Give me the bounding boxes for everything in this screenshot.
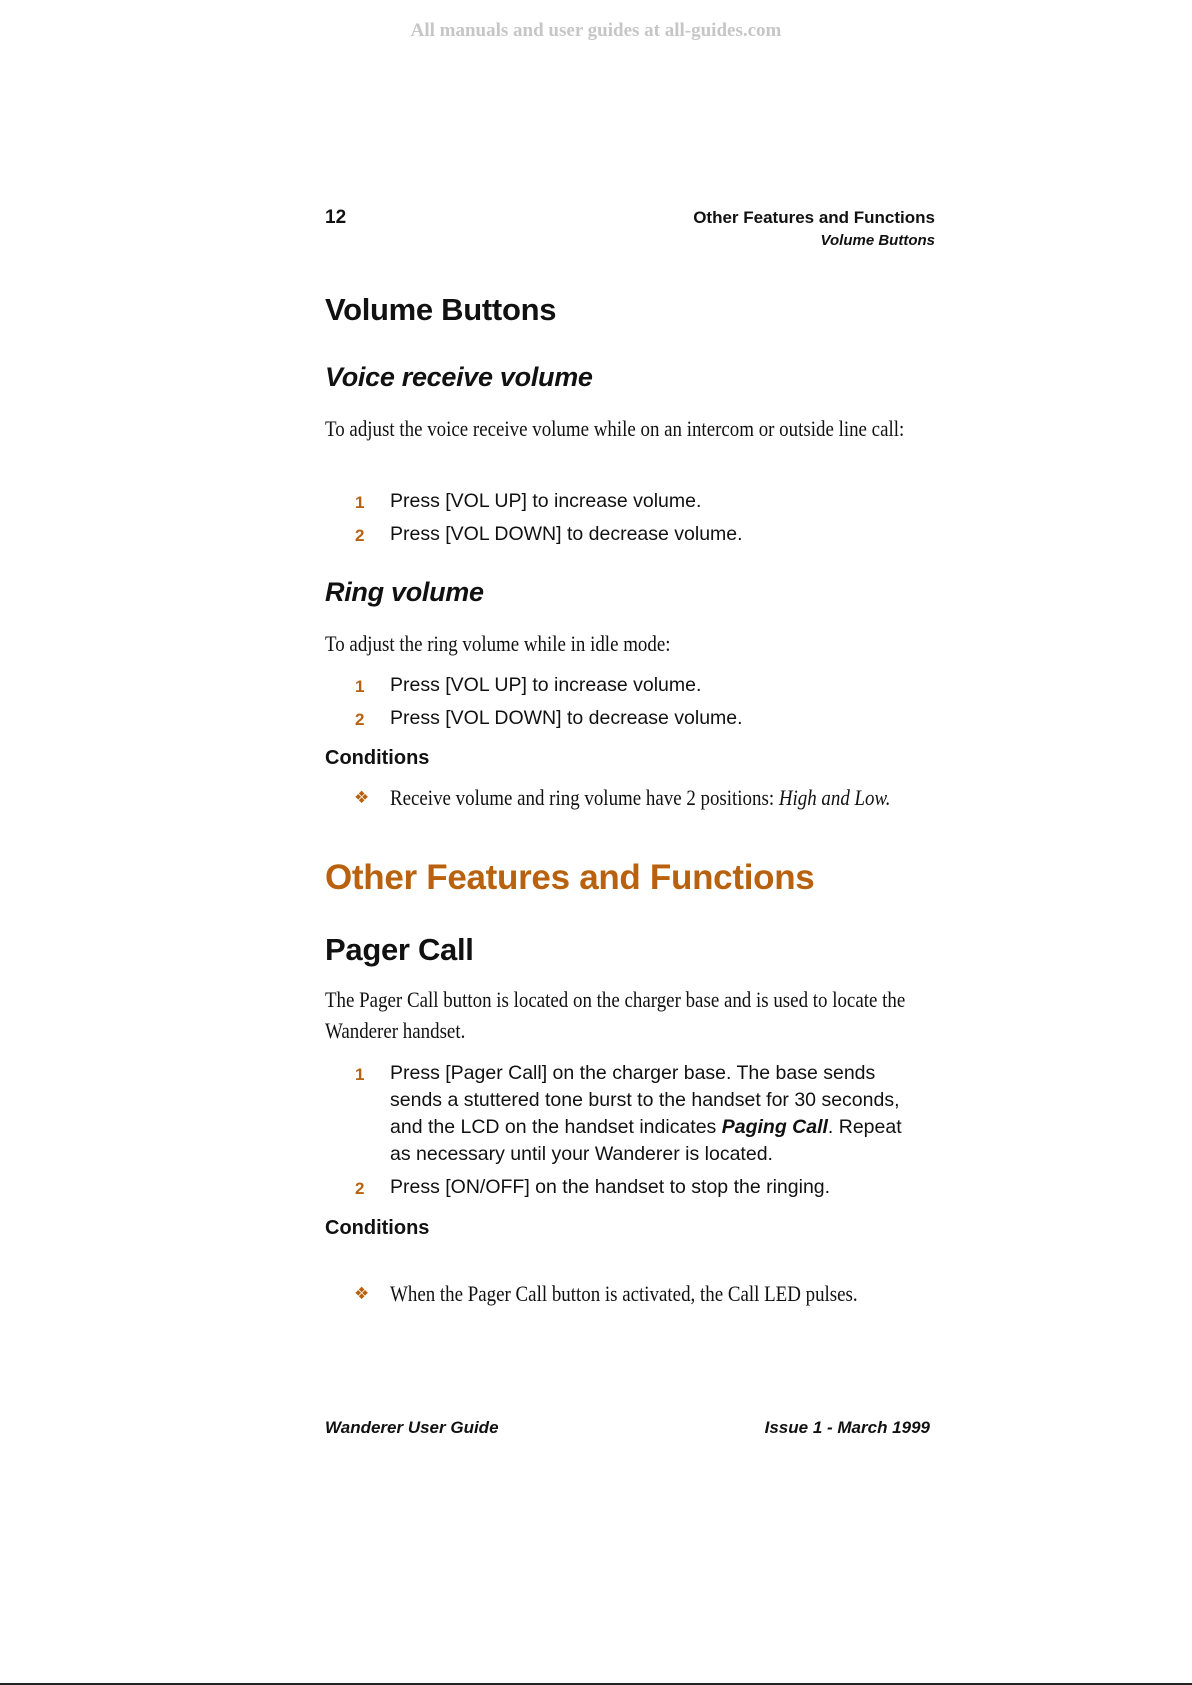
pager-call-heading: Pager Call <box>325 932 474 967</box>
ring-volume-heading: Ring volume <box>325 577 484 607</box>
step-text: Press [VOL UP] to increase volume. <box>390 490 702 512</box>
footer-right: Issue 1 - March 1999 <box>764 1418 930 1437</box>
list-item <box>325 1174 935 1201</box>
voice-intro <box>325 413 935 444</box>
bullet-text: Receive volume and ring volume have 2 positions: High and Low. <box>390 785 891 810</box>
step-text: Press [Pager Call] on the charger base. The base sends sends a stuttered tone burst to the handset for 30 seconds, and the LCD on the handset indicates Paging Call. Repeat as necessary until your Wanderer is located. <box>390 1062 902 1165</box>
list-item <box>325 672 935 699</box>
step-number: 2 <box>355 710 365 729</box>
running-header <box>693 208 935 249</box>
step-text: Press [ON/OFF] on the handset to stop the ringing. <box>390 1176 831 1198</box>
voice-intro-text: To adjust the voice receive volume while on an intercom or outside line call: <box>325 416 905 441</box>
conditions-bullet <box>325 785 1000 811</box>
pager-intro-text: The Pager Call button is located on the charger base and is used to locate the Wanderer handset. <box>325 987 906 1043</box>
footer-left: Wanderer User Guide <box>325 1418 499 1437</box>
pager-conditions-bullet <box>325 1281 1000 1307</box>
pager-conditions-heading: Conditions <box>325 1217 430 1239</box>
list-item <box>325 1060 935 1168</box>
manual-page <box>325 0 935 1437</box>
other-features-heading: Other Features and Functions <box>325 858 815 897</box>
list-item <box>325 705 935 732</box>
pager-steps <box>325 1060 935 1207</box>
list-item <box>325 488 935 515</box>
step-number: 2 <box>355 1179 365 1198</box>
step-number: 1 <box>355 493 365 512</box>
watermark: All manuals and user guides at all-guides.com <box>410 20 782 41</box>
list-item <box>325 521 935 548</box>
header-section: Other Features and Functions <box>693 208 935 227</box>
volume-buttons-heading: Volume Buttons <box>325 292 557 327</box>
bullet-text: When the Pager Call button is activated, the Call LED pulses. <box>390 1281 858 1306</box>
ring-steps <box>325 672 935 738</box>
ring-intro <box>325 628 935 659</box>
voice-steps <box>325 488 935 554</box>
step-number: 2 <box>355 526 365 545</box>
step-text: Press [VOL UP] to increase volume. <box>390 674 702 696</box>
pager-intro <box>325 984 935 1046</box>
page-number: 12 <box>325 207 347 228</box>
conditions-heading: Conditions <box>325 747 430 769</box>
diamond-bullet-icon: ❖ <box>354 788 370 807</box>
ring-intro-text: To adjust the ring volume while in idle mode: <box>325 631 671 656</box>
page-footer <box>325 1418 935 1438</box>
step-text: Press [VOL DOWN] to decrease volume. <box>390 523 743 545</box>
diamond-bullet-icon: ❖ <box>354 1284 370 1303</box>
header-subsection: Volume Buttons <box>820 232 935 249</box>
step-text: Press [VOL DOWN] to decrease volume. <box>390 707 743 729</box>
step-number: 1 <box>355 1065 365 1084</box>
voice-receive-heading: Voice receive volume <box>325 362 593 392</box>
step-number: 1 <box>355 677 365 696</box>
